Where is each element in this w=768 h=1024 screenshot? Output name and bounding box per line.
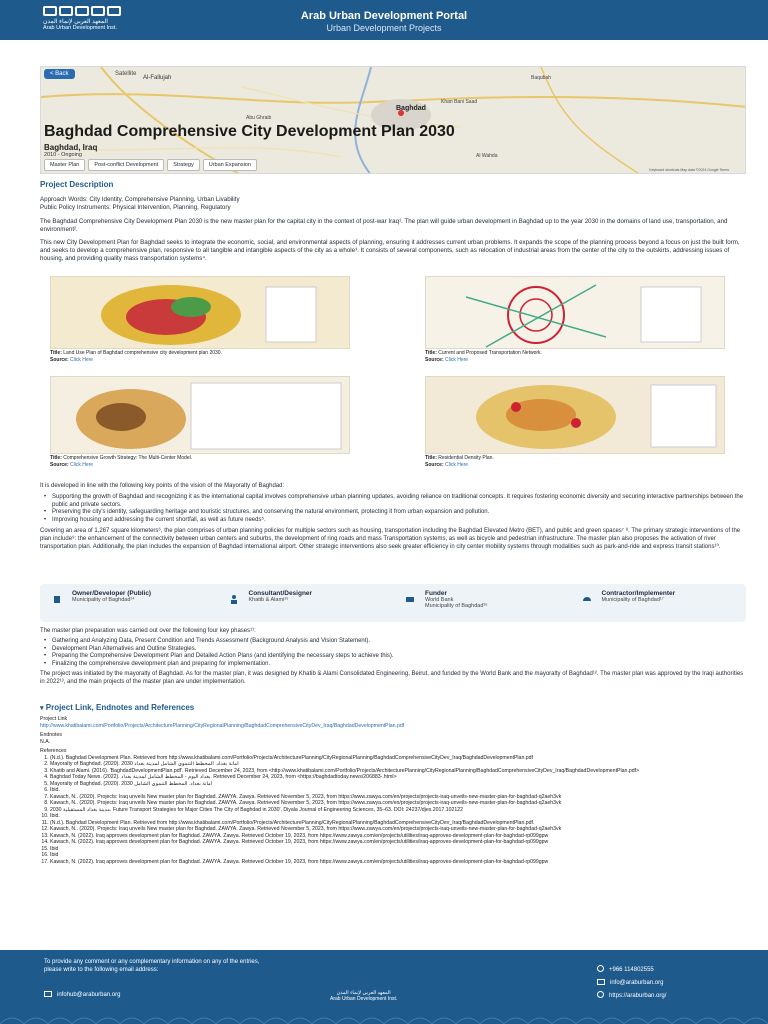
project-years: 2010 - Ongoing: [44, 152, 82, 158]
reference-item[interactable]: 14. Kawach, N. (2022). Iraq approves development plan for Baghdad. ZAWYA. Zawya. Retrieved October 19, 2023, from https://www.zawya.com/en/projects/utilities/iraq-approves-development-plan-for-baghdad-rp099gpw: [50, 839, 746, 846]
reference-item[interactable]: 11. (N.d.). Baghdad Development Plan. Retrieved from http://www.khatibalami.com/Portfolio/Projects/ArchitecturePlanning/CityRegionalPlanning/BaghdadComprehensiveCityDev_Iraq/BaghdadDevelopmentPlan.pdf.: [50, 820, 746, 827]
logo-arabic: المعهد العربي لإنماء المدن: [43, 19, 108, 25]
map-label: Al Wahda: [476, 153, 498, 159]
description-paragraph: The Baghdad Comprehensive City Development Plan 2030 is the new master plan for the capital city in the context of post-war Iraq¹. The plan will guide urban development in Baghdad up to the year 2030 in the domains of land use, transportation, and environment².: [40, 217, 728, 233]
footer-intro: To provide any comment or any complementary information on any of the entries, please write to the following email address:: [44, 959, 260, 974]
figure-card: [425, 376, 725, 468]
figure-source: Source: Click Here: [425, 462, 469, 468]
mail-icon: [597, 979, 605, 985]
project-location: Baghdad, Iraq: [44, 143, 98, 152]
footer-contact-email[interactable]: infohub@araburban.org: [44, 991, 120, 998]
reference-item[interactable]: 8. Kawach, N.. (2020). Projects: Iraq unveils New master plan for Baghdad. ZAWYA. Zawya. Retrieved November 5, 2023, from https://www.zawya.com/en/projects/projects-iraq-unveils-new-master-plan-for-baghdad-q2aeh3vk: [50, 800, 746, 807]
stakeholder-contractor: [570, 584, 747, 622]
stakeholder-title: Owner/Developer (Public): [72, 590, 152, 597]
figure-image[interactable]: [50, 376, 350, 454]
footer-logo[interactable]: [330, 990, 397, 1002]
description-paragraph: This new City Development Plan for Baghdad seeks to integrate the economic, social, and environmental aspects of planning, ensuring it addresses current urban problems. It expands the scope of the planning process beyond a focus on just the built form, and seeks to develop a comprehensive plan, responsive to all tangible and intangible aspects of the city as a whole³. It consists of several components, such as relocation of industrial areas from the center of the city to the outskirts, addressing issues of housing, and providing quality mass transportation systems⁴.: [40, 238, 740, 262]
figure-source: Source: Click Here: [50, 462, 94, 468]
endnotes-label: Endnotes: [40, 732, 62, 738]
reference-item: 10. Ibid.: [50, 813, 746, 820]
list-item: • Development Plan Alternatives and Outline Strategies.: [40, 646, 746, 654]
portal-title: Arab Urban Development Portal: [300, 10, 468, 22]
figure-card: [50, 376, 350, 468]
tag-chip[interactable]: Master Plan: [44, 159, 85, 171]
person-icon: [229, 594, 239, 604]
reference-item: 15. Ibid: [50, 846, 746, 853]
phone-icon: [597, 965, 604, 972]
reference-item[interactable]: 1. (N.d.). Baghdad Development Plan. Retrieved from http://www.khatibalami.com/Portfolio/Projects/ArchitecturePlanning/CityRegionalPlanning/BaghdadComprehensiveCityDev_Iraq/BaghdadDevelopmentPlan.pdf: [50, 755, 746, 762]
reference-item[interactable]: 7. Kawach, N.. (2020). Projects: Iraq unveils New master plan for Baghdad. ZAWYA. Zawya. Retrieved November 5, 2023, from https://www.zawya.com/en/projects/projects-iraq-unveils-new-master-plan-for-baghdad-q2aeh3vk: [50, 794, 746, 801]
references-list: [40, 755, 746, 866]
top-bar: [0, 0, 768, 40]
building-icon: [52, 594, 62, 604]
map-credit: Keyboard shortcuts Map data ©2024 Google Terms: [649, 168, 729, 172]
site-footer: [0, 950, 768, 1024]
project-link[interactable]: http://www.khatibalami.com/Portfolio/Projects/ArchitecturePlanning/CityRegionalPlanning/BaghdadComprehensiveCityDev_Iraq/BaghdadDevelopmentPlan.pdf: [40, 722, 405, 729]
map-label: Baghdad: [396, 105, 426, 112]
figure-image[interactable]: [425, 276, 725, 349]
reference-item[interactable]: 3. Khatib and Alami. (2016). 'BaghdadDevelopmentPlan.pdf'. Retrieved December 24, 2023, from <http://www.khatibalami.com/Portfolio/Projects/ArchitecturePlanning/CityRegionalPlanning/BaghdadComprehensiveCityDev_Iraq/BaghdadDevelopmentPlan.pdf>: [50, 768, 746, 775]
helmet-icon: [582, 594, 592, 604]
footer-pattern: [0, 1012, 768, 1024]
list-item: • Supporting the growth of Baghdad and recognizing it as the international capital involves comprehensive urban planning updates, avoiding reliance on traditional concepts. It requires fostering economic diversity and securing interactive partnerships between the public and private sectors.: [40, 494, 746, 510]
figure-image[interactable]: [425, 376, 725, 454]
stakeholders-panel: [40, 584, 746, 622]
stakeholder-value: Khatib & Alami¹⁵: [248, 597, 289, 603]
references-heading: Project Link, Endnotes and References: [45, 703, 195, 712]
vision-paragraph: Covering an area of 1,267 square kilometers⁶, the plan comprises of urban planning policies for multiple sectors such as housing, transportation including the Baghdad Elevated Metro (BET), and public and green spaces⁷ ⁸. The primary strategic interventions of the plan include⁹: the enhancement of the connectivity between urban centers and suburbs, the development of ring roads and mass Transportation systems, as well as bicycle and pedestrian infrastructure. The master plan also proposes the activation of river transportation plan. Additionally, the plan includes the expansion of Baghdad international airport. Other strategic interventions also seek greater efficiency in city center mobility systems through modalities such as park-and-ride and express transit stations¹⁰.: [40, 527, 741, 550]
project-title: Baghdad Comprehensive City Development Plan 2030: [44, 123, 455, 140]
phases-intro: The master plan preparation was carried out over the following four key phases¹¹:: [40, 628, 256, 634]
project-link-label: Project Link: [40, 716, 68, 722]
map-label: Baqubah: [531, 75, 552, 81]
map-label: Abu Ghraib: [246, 115, 272, 121]
reference-item[interactable]: 12. Kawach, N.. (2020). Projects: Iraq unveils New master plan for Baghdad. ZAWYA. Zawya. Retrieved November 5, 2023, from https://www.zawya.com/en/projects/projects-iraq-unveils-new-master-plan-for-baghdad-q2aeh3vk: [50, 826, 746, 833]
phases-closing: The project was initiated by the mayoralty of Baghdad. As for the master plan, it was designed by Khatib & Alami Consolidated Engineering, Beirut, and funded by the World Bank and the mayoralty of Baghdad¹². The master plan was approved by the Iraqi authorities in 2022¹³, and the main projects of the master plan are under implementation.: [40, 670, 744, 685]
list-item: • Preparing the Comprehensive Development Plan and Detailed Action Plans (and identifying the necessary steps to achieve this).: [40, 653, 746, 661]
portal-subtitle: Urban Development Projects: [326, 23, 442, 33]
figure-card: [425, 276, 725, 363]
mail-icon: [44, 991, 52, 997]
footer-phone[interactable]: +966 114802555: [597, 964, 666, 977]
stakeholder-value: Municipality of Baghdad¹⁴: [72, 597, 135, 603]
stakeholder-title: Contractor/Implementer: [601, 590, 676, 597]
vision-section: [40, 483, 746, 551]
stakeholder-value: Municipality of Baghdad¹⁷: [601, 597, 664, 603]
phases-section: [40, 628, 746, 687]
list-item: • Gathering and Analyzing Data, Present Condition and Trends Assessment (Background Analysis and Vision Statement).: [40, 638, 746, 646]
tag-chip[interactable]: Post-conflict Development: [88, 159, 164, 171]
satellite-toggle[interactable]: Satellite: [115, 71, 137, 77]
reference-item[interactable]: 13. Kawach, N. (2022). Iraq approves development plan for Baghdad. ZAWYA. Zawya. Retrieved October 19, 2023, from https://www.zawya.com/en/projects/utilities/iraq-approves-development-plan-for-baghdad-rp099gpw: [50, 833, 746, 840]
map-label: Khan Bani Saad: [441, 99, 478, 105]
chevron-down-icon: ▾: [40, 705, 44, 712]
reference-item: 2. Mayoralty of Baghdad. (2020). 2030 امانة بغداد. المخطط التنموي الشامل لمدينة بغداد: [50, 761, 746, 768]
stakeholder-consultant: [217, 584, 394, 622]
footer-logo-english: Arab Urban Development Inst.: [330, 996, 398, 1002]
hero-map[interactable]: [40, 66, 746, 174]
figure-caption: Title: Land Use Plan of Baghdad comprehensive city development plan 2030.: [50, 350, 222, 356]
footer-logo-arabic: المعهد العربي لإنماء المدن: [336, 990, 391, 996]
figure-source: Source: Click Here: [50, 357, 94, 363]
stakeholder-value: World Bank Municipality of Baghdad¹⁶: [425, 597, 488, 609]
list-item: • Preserving the city's identity, safeguarding heritage and touristic structures, and conserving the natural environment, protecting it from urban expansion and pollution.: [40, 509, 746, 517]
figure-caption: Title: Comprehensive Growth Strategy: The Multi-Center Model.: [50, 455, 193, 461]
figure-gallery: [40, 276, 746, 471]
reference-item: 6. Ibid.: [50, 787, 746, 794]
tag-chip[interactable]: Strategy: [167, 159, 199, 171]
references-section: [40, 716, 746, 865]
globe-icon: [597, 991, 604, 998]
vision-intro: It is developed in line with the following key points of the vision of the Mayoralty of Baghdad:: [40, 483, 285, 489]
source-link[interactable]: Click Here: [445, 357, 469, 363]
reference-item: 5. Mayoralty of Baghdad. (2020). 2030 امانة بغداد. المخطط التنموي الشامل: [50, 781, 746, 788]
project-tags: [44, 159, 257, 171]
map-canvas: [41, 67, 746, 174]
tag-chip[interactable]: Urban Expansion: [203, 159, 257, 171]
figure-caption: Title: Current and Proposed Transportation Network.: [425, 350, 542, 356]
reference-item[interactable]: 9. 2030 مدينة بغداد المستقبلية. Future Transport Strategies for Major Cities The City of Baghdad in 2030', Diyala Journal of Engineering Sciences, 35–63. DOI: 24237/djes.2017.102122: [50, 807, 746, 814]
reference-item[interactable]: 4. Baghdad Today News. (2022). بغداد اليوم - المخطط الشامل لمدينة بغداد. Retrieved December 24, 2023, from <https://baghdadtoday.news/206883-.html>: [50, 774, 746, 781]
references-toggle[interactable]: [40, 703, 194, 712]
figure-image[interactable]: [50, 276, 350, 349]
stakeholder-title: Funder: [425, 590, 448, 597]
list-item: • Improving housing and addressing the current shortfall, as well as future needs⁵.: [40, 517, 746, 525]
money-icon: [405, 594, 415, 604]
source-link[interactable]: Click Here: [70, 462, 94, 468]
references-label: References: [40, 748, 67, 754]
footer-email[interactable]: info@araburban.org: [597, 977, 666, 990]
map-label: Al-Fallujah: [143, 75, 172, 81]
stakeholder-funder: [393, 584, 570, 622]
policy-instruments: Public Policy Instruments: Physical Intervention, Planning, Regulatory: [40, 204, 231, 212]
stakeholder-owner: [40, 584, 217, 622]
source-link[interactable]: Click Here: [445, 462, 469, 468]
source-link[interactable]: Click Here: [70, 357, 94, 363]
project-description: [40, 180, 746, 268]
reference-item[interactable]: 17. Kawach, N. (2022). Iraq approves development plan for Baghdad. ZAWYA. Zawya. Retrieved October 19, 2023, from https://www.zawya.com/en/projects/utilities/iraq-approves-development-plan-for-baghdad-rp099gpw: [50, 859, 746, 866]
list-item: • Finalizing the comprehensive development plan and preparing for implementation.: [40, 661, 746, 669]
footer-website[interactable]: https://araburban.org/: [597, 990, 666, 1003]
figure-card: [50, 276, 350, 363]
figure-source: Source: Click Here: [425, 357, 469, 363]
figure-caption: Title: Residential Density Plan.: [425, 455, 494, 461]
footer-contacts: [597, 964, 666, 1004]
section-heading: Project Description: [40, 180, 114, 189]
stakeholder-title: Consultant/Designer: [248, 590, 313, 597]
approach-words: Approach Words: City Identity, Comprehensive Planning, Urban Livability: [40, 196, 240, 204]
back-button[interactable]: < Back: [44, 69, 75, 79]
reference-item: 16. Ibid: [50, 852, 746, 859]
logo-english: Arab Urban Development Inst.: [43, 25, 117, 31]
endnotes-value: N.A.: [40, 738, 51, 745]
